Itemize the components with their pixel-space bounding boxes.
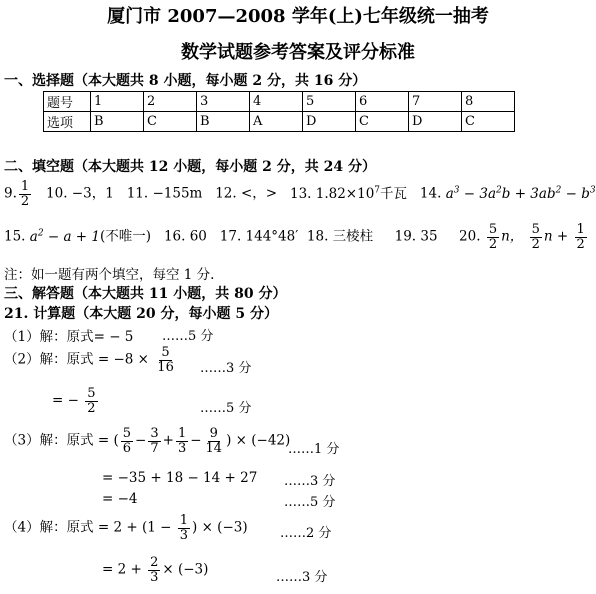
p4b-fraction [148,556,160,584]
term: a [29,228,38,245]
p3c-line: = −4 [102,491,138,507]
table-row-numbers [44,92,515,112]
q15-expression [30,229,100,245]
q12-answer: 12. <，> [215,185,278,202]
table-cell: 4 [250,92,303,112]
doc-subtitle: 数学试题参考答案及评分标准 [181,42,415,63]
p4b-points: ……3 分 [276,570,328,585]
exp: 2 [37,228,44,239]
q17-answer: 17. 144°48′ [219,228,299,245]
q20-fraction-2 [530,223,542,251]
table-cell: A [250,112,303,132]
p4b-line [102,556,208,584]
denominator: 3 [177,440,187,456]
p1-points: ……5 分 [162,329,214,344]
operator: − [190,432,202,449]
p2b-fraction [85,387,97,415]
numerator: 5 [531,222,540,237]
fill-note: 注：如一题有两个填空，每空 1 分. [4,267,215,283]
q13-unit: 千瓦 [380,185,408,202]
denominator: 7 [150,440,159,456]
numerator: 1 [576,222,585,237]
table-cell: 3 [197,92,250,112]
numerator: 5 [122,426,132,441]
exp: 3 [589,185,596,196]
denominator: 2 [576,236,585,252]
table-header-cell: 选项 [44,112,91,132]
q15-label: 15. [4,228,26,245]
table-cell: C [356,112,409,132]
term: − b [561,185,590,202]
q11-answer: 11. −155m [126,185,203,202]
q21-heading: 21. 计算题（本大题 20 分，每小题 5 分） [4,306,278,322]
q13-exponent: 7 [374,185,381,196]
operator: − [135,432,147,449]
table-cell: C [462,112,515,132]
table-cell: D [303,112,356,132]
denominator: 2 [488,236,498,252]
table-cell: 2 [144,92,197,112]
numerator: 9 [209,426,218,441]
p4a-points: ……2 分 [280,526,332,541]
term: − 3a [459,185,497,202]
p3b-points: ……3 分 [284,474,336,489]
p3c-points: ……5 分 [284,495,336,510]
numerator: 1 [177,426,187,441]
denominator: 2 [87,400,96,416]
table-cell: C [144,112,197,132]
table-cell: 8 [462,92,515,112]
p3a-points: ……1 分 [288,442,340,457]
denominator: 16 [157,359,174,375]
table-cell: 5 [303,92,356,112]
q20-fraction-3 [575,223,587,251]
p3-fraction-2 [148,427,160,455]
q16-answer: 16. 60 [163,228,207,245]
numerator: 3 [150,426,159,441]
p4b-text: = 2 + [102,561,142,578]
q20-label: 20. [459,228,481,245]
p2-fraction [155,346,176,374]
p3-fraction-3 [176,427,188,455]
table-cell: B [91,112,144,132]
q15-note: (不唯一) [100,228,152,245]
p2b-points: ……5 分 [200,401,252,416]
q9-fraction [19,180,31,208]
p4-fraction [178,514,190,542]
denominator: 3 [179,527,189,543]
denominator: 14 [205,440,223,456]
p4a-line [4,514,248,542]
fill-line-1 [4,180,596,208]
denominator: 3 [150,569,159,585]
section3-heading: 三、解答题（本大题共 11 小题，共 80 分） [4,286,287,302]
term: b + 3ab [501,185,556,202]
numerator: 5 [488,222,498,237]
doc-title: 厦门市 2007—2008 学年(上)七年级统一抽考 [107,6,489,27]
table-cell: 6 [356,92,409,112]
section1-heading: 一、选择题（本大题共 8 小题，每小题 2 分，共 16 分） [4,73,367,89]
p4b-tail: × (−3) [162,561,209,578]
term: − a + 1 [43,228,101,245]
table-cell: B [197,112,250,132]
table-header-cell: 题号 [44,92,91,112]
q13-base: 13. 1.82×10 [289,185,375,202]
table-cell: 1 [91,92,144,112]
denominator: 6 [122,440,132,456]
section2-heading: 二、填空题（本大题共 12 小题，每小题 2 分，共 24 分） [4,159,376,175]
p2b-line [52,387,100,415]
q9-label: 9. [4,185,17,202]
numerator: 2 [150,555,159,570]
choice-answer-table [43,91,515,132]
numerator: 5 [87,386,96,401]
numerator: 1 [179,513,189,528]
p2a-line [4,346,178,374]
denominator: 2 [20,193,30,209]
p2a-text: （2）解：原式 = −8 × [4,351,149,368]
q14-label: 14. [419,185,442,202]
operator: + [162,432,174,449]
q14-expression [446,186,596,202]
p1-line: （1）解：原式= − 5 [4,329,134,345]
table-cell: D [409,112,462,132]
q18-answer: 18. 三棱柱 [306,228,374,245]
p3b-line: = −35 + 18 − 14 + 27 [102,470,258,486]
p4a-tail: ) × (−3) [192,519,248,536]
q19-answer: 19. 35 [394,228,438,245]
numerator: 5 [161,345,170,360]
q13-answer [290,186,407,202]
p3-fraction-1 [121,427,133,455]
q20-var-2: n + [543,228,569,245]
exp: 2 [555,185,562,196]
p4a-text: （4）解：原式 = 2 + (1 − [4,519,172,536]
p2b-text: = − [52,392,79,409]
q10-answer: 10. −3，1 [46,185,114,202]
term: a [445,185,454,202]
exp: 3 [453,185,460,196]
numerator: 1 [20,179,30,194]
p2a-points: ……3 分 [200,361,252,376]
p3a-text: （3）解：原式 = ( [4,432,119,449]
exp: 2 [496,185,502,196]
q20-fraction-1 [487,223,499,251]
fill-line-2 [4,223,589,251]
p3-fraction-4 [204,427,225,455]
p3a-line [4,427,290,455]
table-cell: 7 [409,92,462,112]
denominator: 2 [531,236,540,252]
table-row-answers [44,112,515,132]
q20-var-1: n， [501,228,524,245]
p3a-tail: ) × (−42) [226,432,291,449]
